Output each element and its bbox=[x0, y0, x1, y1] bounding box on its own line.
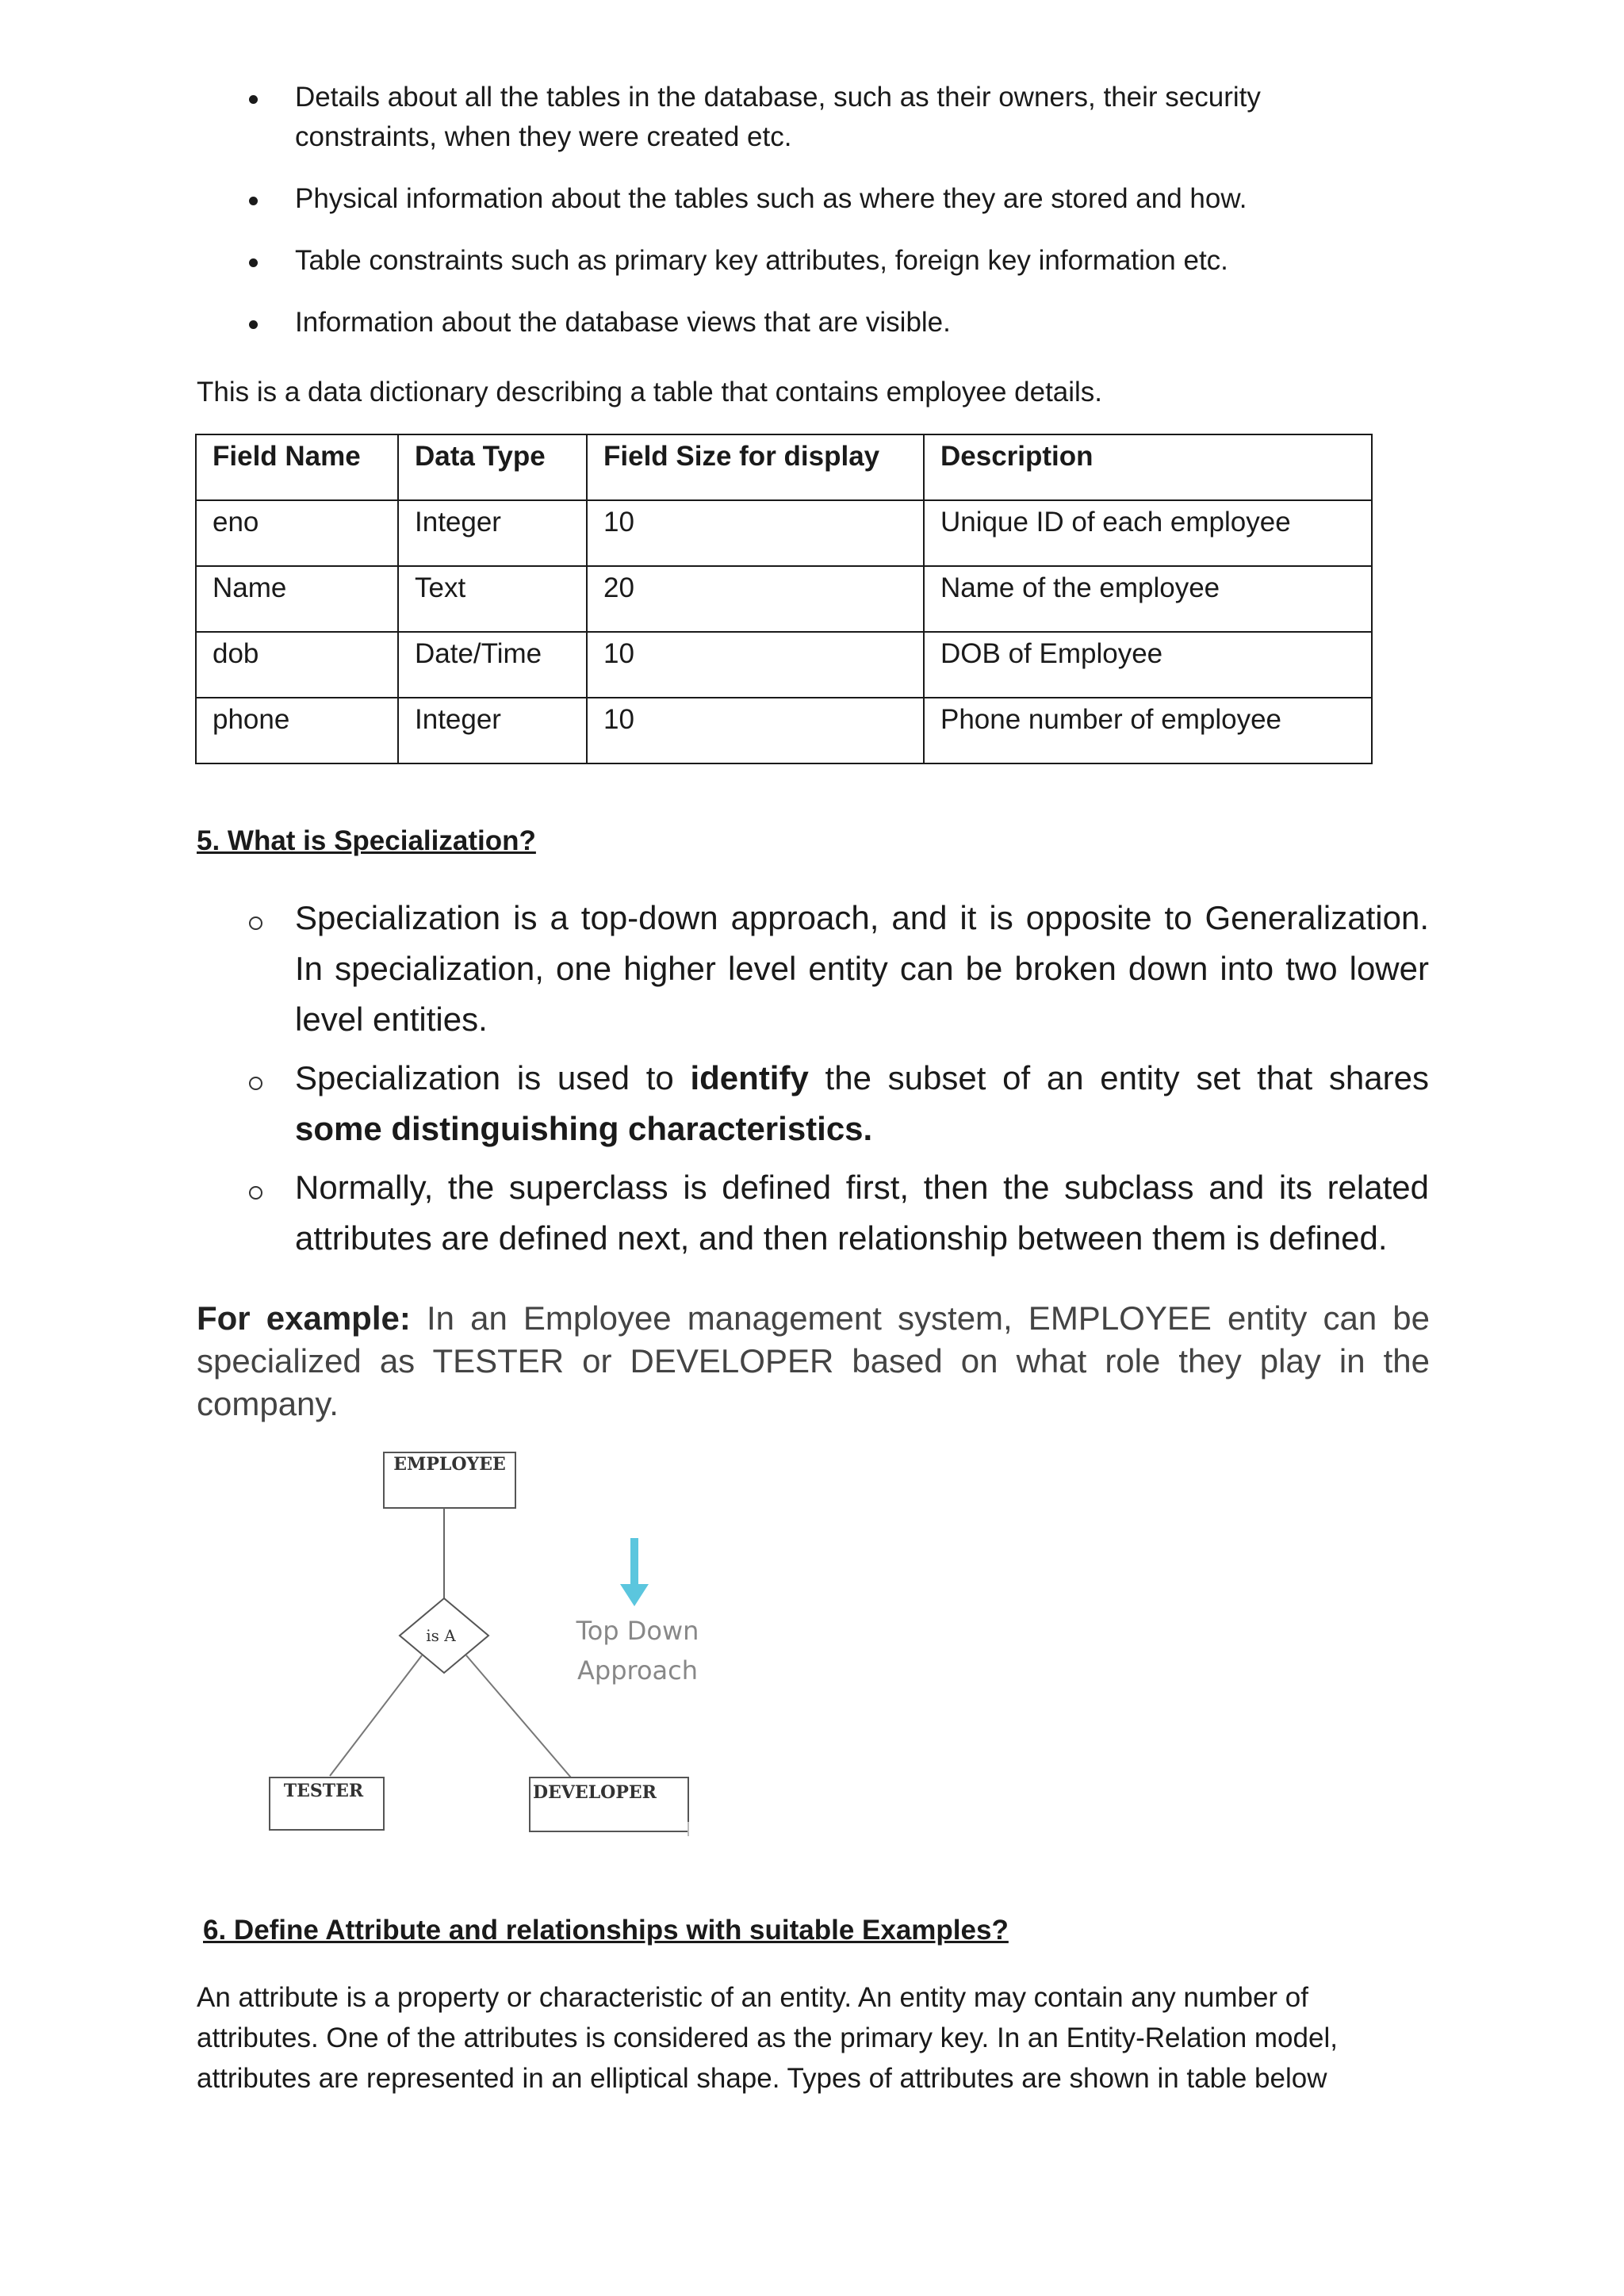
list-item-text-mid: the subset of an entity set that shares bbox=[808, 1059, 1429, 1096]
table-row bbox=[196, 632, 1372, 698]
bullet-text: Information about the database views that are visible. bbox=[295, 307, 951, 338]
list-item bbox=[0, 893, 1429, 1045]
table-cell: Text bbox=[398, 566, 587, 632]
tester-connector bbox=[330, 1655, 422, 1776]
list-item bbox=[0, 179, 1326, 219]
example-paragraph bbox=[197, 1297, 1430, 1425]
table-cell: Integer bbox=[398, 500, 587, 566]
bullet-dot-icon bbox=[249, 320, 258, 329]
table-header-row bbox=[196, 434, 1372, 500]
table-row bbox=[196, 698, 1372, 763]
list-item bbox=[0, 303, 1326, 342]
list-item bbox=[0, 1053, 1429, 1154]
column-header: Data Type bbox=[398, 434, 587, 500]
table-cell: DOB of Employee bbox=[924, 632, 1372, 698]
list-item-text: Specialization is a top-down approach, and it is opposite to Generalization. In specialization, one higher level entity can be broken down into two lower level entities. bbox=[295, 899, 1429, 1038]
table-intro: This is a data dictionary describing a table that contains employee details. bbox=[197, 377, 1103, 408]
list-item-text: Normally, the superclass is defined first, then the subclass and its related attributes are defined next, and then relationship between them is defined. bbox=[295, 1169, 1429, 1257]
example-label: For example: bbox=[197, 1299, 411, 1337]
developer-connector bbox=[466, 1655, 571, 1777]
column-header: Field Name bbox=[196, 434, 398, 500]
section-6-heading: 6. Define Attribute and relationships with suitable Examples? bbox=[203, 1915, 1009, 1946]
tester-label: TESTER bbox=[283, 1781, 364, 1801]
specialization-list bbox=[0, 893, 1429, 1272]
circle-bullet-icon bbox=[249, 1077, 262, 1090]
isa-label: is A bbox=[426, 1626, 456, 1645]
table-cell: 10 bbox=[587, 698, 924, 763]
bullet-text: Details about all the tables in the database, such as their owners, their security constraints, when they were created etc. bbox=[295, 82, 1261, 152]
specialization-diagram bbox=[254, 1443, 730, 1855]
emphasis-identify: identify bbox=[690, 1059, 809, 1096]
bullet-dot-icon bbox=[249, 95, 258, 104]
employee-label: EMPLOYEE bbox=[393, 1454, 506, 1475]
list-item-text-pre: Specialization is used to bbox=[295, 1059, 691, 1096]
diagram-svg bbox=[254, 1443, 730, 1855]
table-cell: Name bbox=[196, 566, 398, 632]
bullet-dot-icon bbox=[249, 197, 258, 205]
table-cell: 20 bbox=[587, 566, 924, 632]
example-text: In an Employee management system, EMPLOYEE entity can be specialized as TESTER or DEVELOPER based on what role they play in the company. bbox=[197, 1299, 1431, 1422]
column-header: Field Size for display bbox=[587, 434, 924, 500]
arrow-down-icon bbox=[620, 1538, 649, 1606]
emphasis-characteristics: some distinguishing characteristics. bbox=[295, 1110, 873, 1147]
table-cell: Unique ID of each employee bbox=[924, 500, 1372, 566]
table-cell: phone bbox=[196, 698, 398, 763]
list-item bbox=[0, 78, 1326, 157]
list-item bbox=[0, 241, 1326, 281]
bullet-text: Physical information about the tables such as where they are stored and how. bbox=[295, 183, 1247, 214]
circle-bullet-icon bbox=[249, 1186, 262, 1200]
table-cell: 10 bbox=[587, 632, 924, 698]
section-5-heading: 5. What is Specialization? bbox=[197, 825, 536, 856]
table-cell: 10 bbox=[587, 500, 924, 566]
column-header: Description bbox=[924, 434, 1372, 500]
bullet-dot-icon bbox=[249, 258, 258, 267]
list-item bbox=[0, 1162, 1429, 1264]
table-row bbox=[196, 500, 1372, 566]
table-row bbox=[196, 566, 1372, 632]
table-cell: Phone number of employee bbox=[924, 698, 1372, 763]
approach-note-line1: Top Down bbox=[576, 1616, 699, 1646]
data-dictionary-table bbox=[195, 434, 1373, 764]
circle-bullet-icon bbox=[249, 916, 262, 930]
bullet-text: Table constraints such as primary key attributes, foreign key information etc. bbox=[295, 245, 1228, 276]
developer-label: DEVELOPER bbox=[533, 1782, 657, 1803]
bullet-list bbox=[0, 78, 1624, 365]
table-cell: Name of the employee bbox=[924, 566, 1372, 632]
table-cell: dob bbox=[196, 632, 398, 698]
approach-note-line2: Approach bbox=[576, 1655, 699, 1686]
attribute-paragraph: An attribute is a property or characteristic of an entity. An entity may contain any number of attributes. One of the attributes is considered as the primary key. In an Entity-Relation model, attributes are represented in an elliptical shape. Types of attributes are shown in table below bbox=[197, 1982, 1338, 2094]
table-cell: eno bbox=[196, 500, 398, 566]
table-cell: Date/Time bbox=[398, 632, 587, 698]
table-cell: Integer bbox=[398, 698, 587, 763]
